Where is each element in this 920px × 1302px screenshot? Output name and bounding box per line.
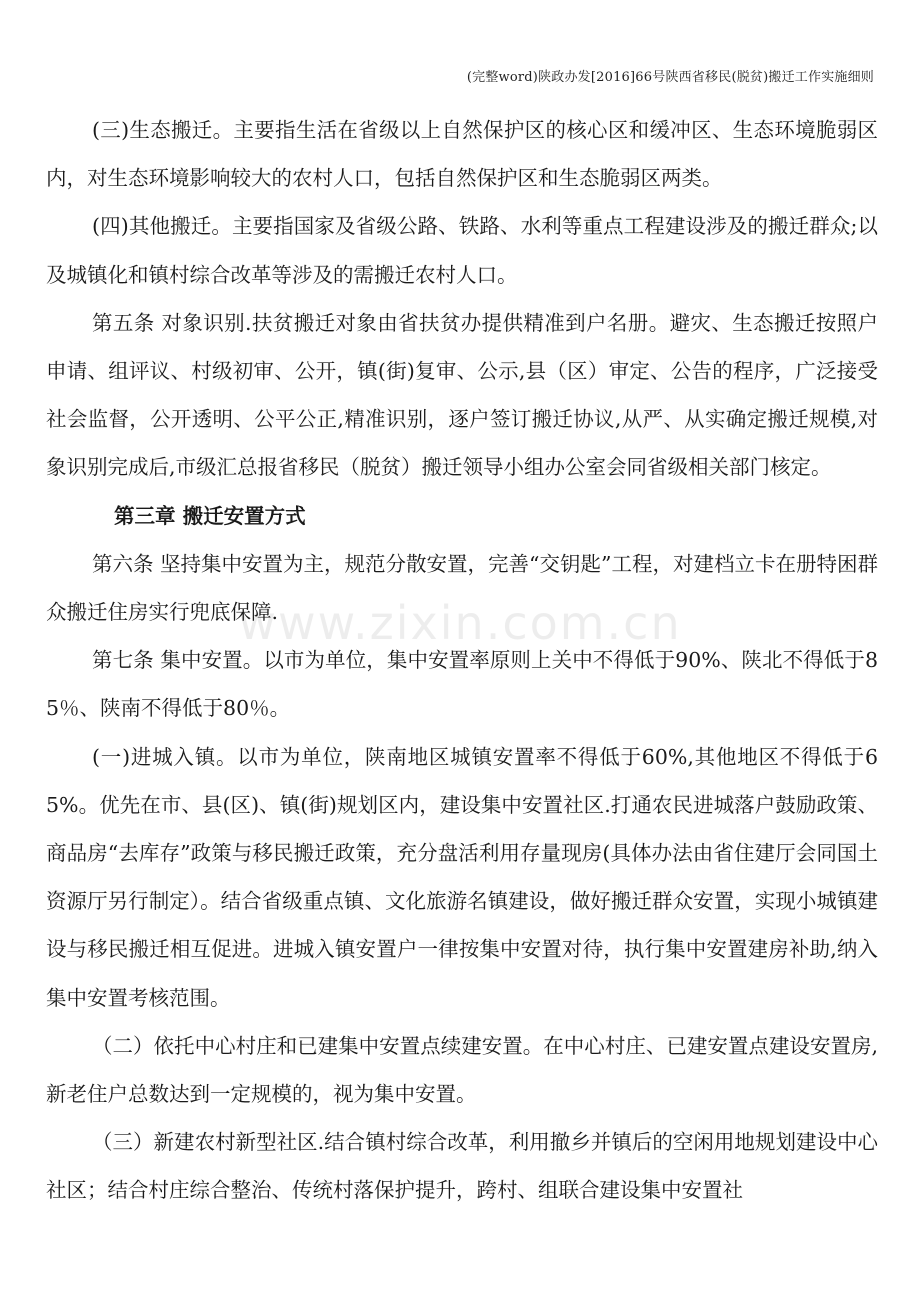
document-body	[46, 106, 878, 1215]
paragraph-article-5: 第五条 对象识别.扶贫搬迁对象由省扶贫办提供精准到户名册。避灾、生态搬迁按照户申请、组评议、村级初审、公开，镇(街)复审、公示,县（区）审定、公告的程序，广泛接受社会监督，公开透明、公平公正,精准识别，逐户签订搬迁协议,从严、从实确定搬迁规模,对象识别完成后,市级汇总报省移民（脱贫）搬迁领导小组办公室会同省级相关部门核定。	[46, 310, 878, 480]
paragraph-article-7: 第七条 集中安置。以市为单位，集中安置率原则上关中不得低于90%、陕北不得低于85％、陕南不得低于80％。	[46, 648, 878, 721]
paragraph-urban-resettlement: (一)进城入镇。以市为单位，陕南地区城镇安置率不得低于60%,其他地区不得低于65%。优先在市、县(区)、镇(街)规划区内，建设集中安置社区.打通农民进城落户鼓励政策、商品房“去库存”政策与移民搬迁政策，充分盘活利用存量现房(具体办法由省住建厅会同国土资源厅另行制定）。结合省级重点镇、文化旅游名镇建设，做好搬迁群众安置，实现小城镇建设与移民搬迁相互促进。进城入镇安置户一律按集中安置对待，执行集中安置建房补助,纳入集中安置考核范围。	[46, 744, 878, 1010]
paragraph-other-relocation: (四)其他搬迁。主要指国家及省级公路、铁路、水利等重点工程建设涉及的搬迁群众;以及城镇化和镇村综合改革等涉及的需搬迁农村人口。	[46, 214, 878, 287]
paragraph-article-6: 第六条 坚持集中安置为主，规范分散安置，完善“交钥匙”工程，对建档立卡在册特困群众搬迁住房实行兜底保障.	[46, 551, 878, 625]
paragraph-ecological-relocation: (三)生态搬迁。主要指生活在省级以上自然保护区的核心区和缓冲区、生态环境脆弱区内，对生态环境影响较大的农村人口，包括自然保护区和生态脆弱区两类。	[46, 118, 878, 191]
paragraph-central-village: （二）依托中心村庄和已建集中安置点续建安置。在中心村庄、已建安置点建设安置房,新老住户总数达到一定规模的，视为集中安置。	[46, 1033, 878, 1107]
chapter-heading: 第三章 搬迁安置方式	[114, 503, 306, 528]
paragraph-new-community: （三）新建农村新型社区.结合镇村综合改革，利用撤乡并镇后的空闲用地规划建设中心社区；结合村庄综合整治、传统村落保护提升，跨村、组联合建设集中安置社	[46, 1130, 878, 1203]
document-header: (完整word)陕政办发[2016]66号陕西省移民(脱贫)搬迁工作实施细则	[466, 70, 874, 85]
watermark: www.zixin.com.cn	[238, 596, 682, 650]
